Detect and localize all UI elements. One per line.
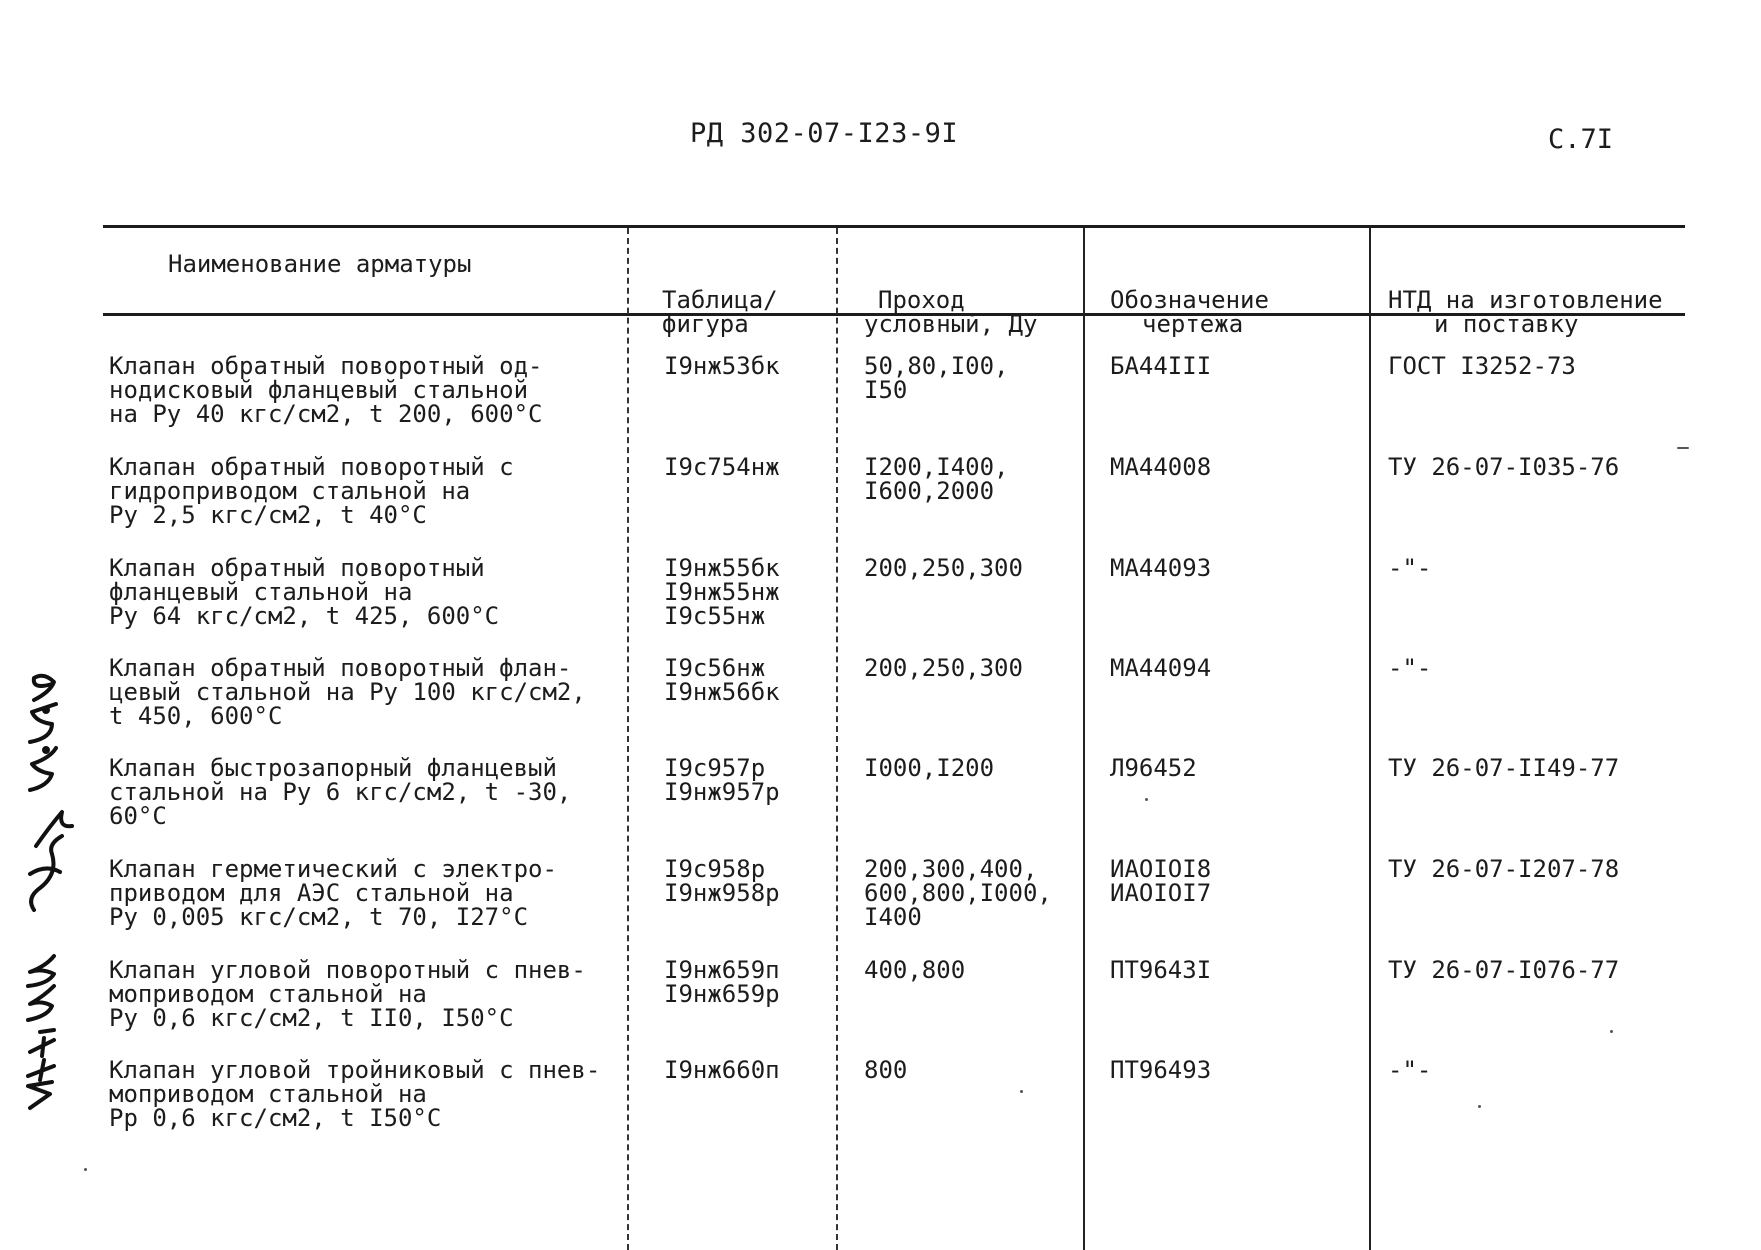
column-divider	[1369, 228, 1371, 1250]
row-ntd-cell: ТУ 26-07-II49-77	[1388, 754, 1620, 782]
row-drawing-cell	[1110, 556, 1211, 580]
row-figure-cell	[664, 756, 780, 804]
row-ntd-cell: -"-	[1388, 654, 1432, 682]
row-name-line: Клапан обратный поворотный	[109, 554, 485, 582]
row-figure-line: I9с754нж	[664, 453, 780, 481]
row-figure-line: I9с56нж	[664, 654, 766, 682]
row-name-cell	[109, 857, 557, 929]
row-ntd-cell: ТУ 26-07-I035-76	[1388, 453, 1620, 481]
row-name-line: фланцевый стальной на	[109, 578, 413, 606]
row-figure-line: I9с55нж	[664, 602, 766, 630]
row-name-cell	[109, 656, 586, 728]
row-figure-line: I9с957р	[664, 754, 766, 782]
row-dn-line: I600,2000	[864, 477, 995, 505]
scan-speck	[1145, 798, 1148, 801]
row-ntd-cell: -"-	[1388, 554, 1432, 582]
row-dn-cell	[864, 354, 1009, 402]
row-figure-line: I9нж957р	[664, 778, 780, 806]
row-drawing-cell	[1110, 656, 1211, 680]
row-name-line: моприводом стальной на	[109, 1080, 427, 1108]
row-name-line: стальной на Ру 6 кгс/см2, t -30,	[109, 778, 572, 806]
row-dn-cell	[864, 756, 994, 780]
row-drawing-line: ИАОIОI7	[1110, 879, 1212, 907]
scan-speck	[1478, 1105, 1481, 1108]
row-figure-cell	[664, 656, 780, 704]
row-figure-cell	[664, 556, 780, 628]
row-name-line: Клапан обратный поворотный флан-	[109, 654, 572, 682]
row-dn-line: I400	[864, 903, 922, 931]
row-name-line: Ру 64 кгс/см2, t 425, 600°С	[109, 602, 500, 630]
handwritten-signature	[0, 660, 90, 1120]
row-figure-line: I9нж659п	[664, 956, 780, 984]
table-top-rule	[103, 225, 1685, 228]
column-header-ntd: НТД на изготовление и поставку	[1388, 286, 1663, 338]
row-dn-cell	[864, 556, 1023, 580]
row-drawing-cell	[1110, 455, 1211, 479]
row-drawing-cell	[1110, 1058, 1211, 1082]
row-figure-line: I9нж56бк	[664, 678, 780, 706]
row-name-line: t 450, 600°С	[109, 702, 283, 730]
row-name-line: Клапан обратный поворотный с	[109, 453, 514, 481]
row-figure-cell	[664, 958, 780, 1006]
row-dn-cell	[864, 1058, 907, 1082]
row-name-cell	[109, 958, 586, 1030]
row-drawing-line: МА44008	[1110, 453, 1212, 481]
column-divider	[1083, 228, 1085, 1250]
page-number: С.7I	[1548, 124, 1614, 155]
row-drawing-line: ПТ96493	[1110, 1056, 1212, 1084]
row-name-cell	[109, 756, 571, 828]
row-dn-line: 50,80,I00,	[864, 352, 1009, 380]
column-header-drawing: Обозначение чертежа	[1110, 286, 1269, 338]
row-name-line: на Ру 40 кгс/см2, t 200, 600°С	[109, 400, 543, 428]
row-dn-line: 200,250,300	[864, 554, 1023, 582]
row-name-line: Клапан быстрозапорный фланцевый	[109, 754, 557, 782]
row-dn-line: I200,I400,	[864, 453, 1009, 481]
row-figure-line: I9нж659р	[664, 980, 780, 1008]
row-dn-line: 400,800	[864, 956, 966, 984]
row-name-line: гидроприводом стальной на	[109, 477, 471, 505]
row-name-line: приводом для АЭС стальной на	[109, 879, 514, 907]
row-name-line: нодисковый фланцевый стальной	[109, 376, 529, 404]
column-header-dn: Проход условный, Ду	[864, 286, 1038, 338]
row-drawing-line: Л96452	[1110, 754, 1197, 782]
row-name-line: Рр 0,6 кгс/см2, t I50°С	[109, 1104, 442, 1132]
row-ntd-cell: ГОСТ I3252-73	[1388, 352, 1576, 380]
row-drawing-line: ИАОIОI8	[1110, 855, 1212, 883]
row-drawing-line: БА44III	[1110, 352, 1212, 380]
row-drawing-line: ПТ9643I	[1110, 956, 1212, 984]
row-figure-line: I9нж958р	[664, 879, 780, 907]
row-figure-cell	[664, 1058, 780, 1082]
row-name-line: цевый стальной на Ру 100 кгс/см2,	[109, 678, 586, 706]
row-figure-line: I9нж660п	[664, 1056, 780, 1084]
row-name-line: Клапан угловой поворотный с пнев-	[109, 956, 586, 984]
column-header-name: Наименование арматуры	[168, 250, 472, 278]
row-name-line: Клапан герметический с электро-	[109, 855, 557, 883]
row-dn-line: I50	[864, 376, 908, 404]
column-divider	[836, 228, 838, 1250]
row-figure-cell	[664, 354, 780, 378]
row-dn-line: 200,250,300	[864, 654, 1023, 682]
row-drawing-line: МА44093	[1110, 554, 1212, 582]
row-name-cell	[109, 556, 499, 628]
row-drawing-cell	[1110, 958, 1211, 982]
scan-speck	[1610, 1030, 1613, 1033]
row-ntd-cell: ТУ 26-07-I207-78	[1388, 855, 1620, 883]
row-figure-line: I9с958р	[664, 855, 766, 883]
column-header-figure: Таблица/ фигура	[662, 286, 778, 338]
document-code: РД 302-07-I23-9I	[690, 118, 959, 149]
scan-speck	[1677, 447, 1689, 449]
row-figure-line: I9нж55бк	[664, 554, 780, 582]
row-drawing-line: МА44094	[1110, 654, 1212, 682]
row-ntd-cell: ТУ 26-07-I076-77	[1388, 956, 1620, 984]
scan-speck	[84, 1168, 87, 1171]
row-dn-cell	[864, 455, 1009, 503]
row-drawing-cell	[1110, 354, 1211, 378]
row-name-line: Клапан угловой тройниковый с пнев-	[109, 1056, 601, 1084]
scan-speck	[1020, 1090, 1023, 1093]
row-dn-line: 200,300,400,	[864, 855, 1038, 883]
row-ntd-cell: -"-	[1388, 1056, 1432, 1084]
row-dn-cell	[864, 958, 965, 982]
row-figure-line: I9нж55нж	[664, 578, 780, 606]
row-dn-line: 600,800,I000,	[864, 879, 1052, 907]
row-dn-cell	[864, 857, 1052, 929]
row-dn-line: 800	[864, 1056, 908, 1084]
row-dn-line: I000,I200	[864, 754, 995, 782]
row-name-cell	[109, 354, 542, 426]
row-name-line: Клапан обратный поворотный од-	[109, 352, 543, 380]
row-name-line: Ру 0,6 кгс/см2, t II0, I50°С	[109, 1004, 514, 1032]
column-divider	[627, 228, 629, 1250]
row-name-line: Ру 2,5 кгс/см2, t 40°С	[109, 501, 427, 529]
row-drawing-cell	[1110, 857, 1211, 905]
row-figure-line: I9нж53бк	[664, 352, 780, 380]
row-name-cell	[109, 1058, 600, 1130]
row-figure-cell	[664, 455, 780, 479]
row-figure-cell	[664, 857, 780, 905]
row-dn-cell	[864, 656, 1023, 680]
row-drawing-cell	[1110, 756, 1197, 780]
row-name-line: моприводом стальной на	[109, 980, 427, 1008]
row-name-cell	[109, 455, 514, 527]
row-name-line: 60°С	[109, 802, 167, 830]
row-name-line: Ру 0,005 кгс/см2, t 70, I27°С	[109, 903, 529, 931]
